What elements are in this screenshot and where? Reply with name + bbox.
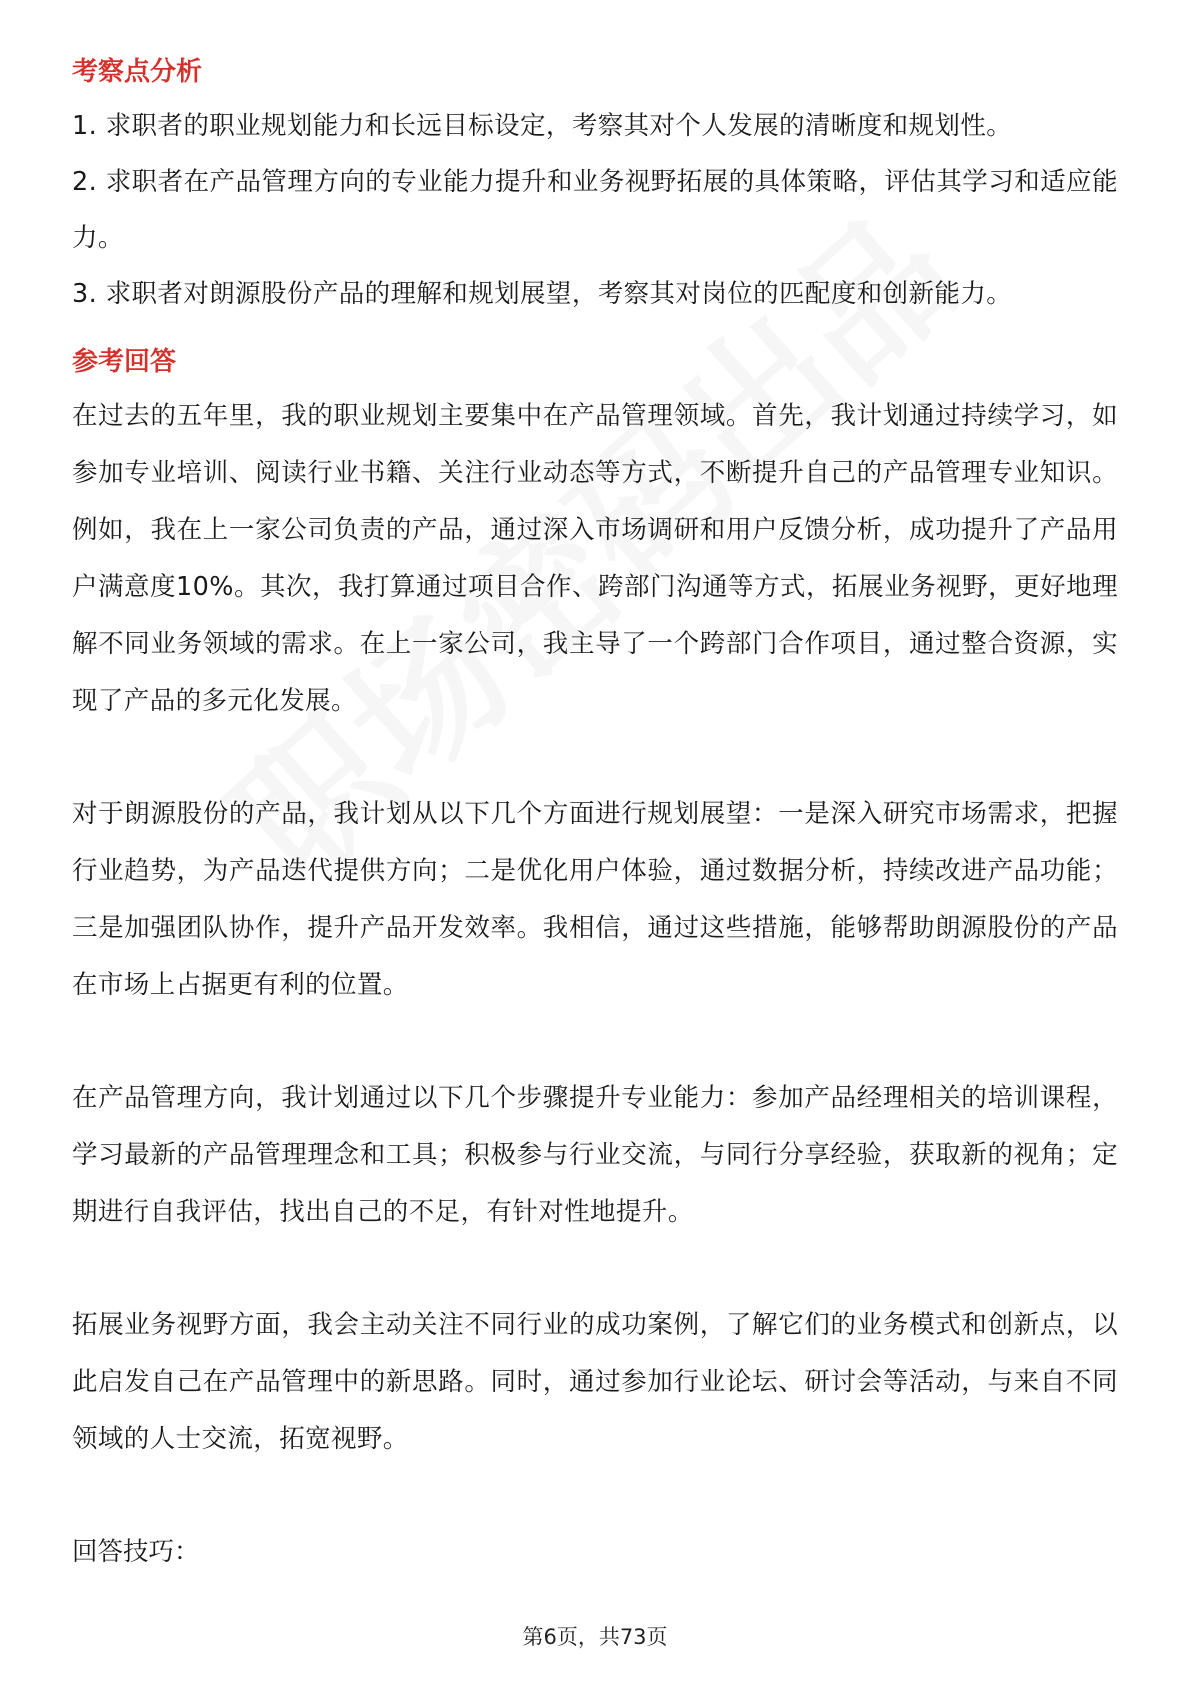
analysis-item-3: 3. 求职者对朗源股份产品的理解和规划展望，考察其对岗位的匹配度和创新能力。	[72, 279, 1013, 309]
answer-section	[72, 336, 1118, 1581]
answer-paragraph-1: 在过去的五年里，我的职业规划主要集中在产品管理领域。首先，我计划通过持续学习，如参加专业培训、阅读行业书籍、关注行业动态等方式，不断提升自己的产品管理专业知识。例如，我在上一家公司负责的产品，通过深入市场调研和用户反馈分析，成功提升了产品用户满意度10%。其次，我打算通过项目合作、跨部门沟通等方式，拓展业务视野，更好地理解不同业务领域的需求。在上一家公司，我主导了一个跨部门合作项目，通过整合资源，实现了产品的多元化发展。	[72, 401, 1118, 716]
paragraph-gap	[72, 1014, 1118, 1070]
paragraph-gap	[72, 730, 1118, 786]
answer-heading: 参考回答	[72, 347, 177, 377]
analysis-item-1: 1. 求职者的职业规划能力和长远目标设定，考察其对个人发展的清晰度和规划性。	[72, 111, 1013, 141]
answer-paragraph-4: 拓展业务视野方面，我会主动关注不同行业的成功案例，了解它们的业务模式和创新点，以此启发自己在产品管理中的新思路。同时，通过参加行业论坛、研讨会等活动，与来自不同领域的人士交流，拓宽视野。	[72, 1310, 1118, 1454]
document-page	[72, 46, 1118, 1581]
analysis-section	[72, 46, 1118, 322]
paragraph-gap	[72, 1468, 1118, 1524]
paragraph-gap	[72, 1241, 1118, 1297]
analysis-item-2: 2. 求职者在产品管理方向的专业能力提升和业务视野拓展的具体策略，评估其学习和适应能力。	[72, 167, 1118, 253]
tips-label: 回答技巧：	[72, 1537, 200, 1567]
analysis-list	[72, 98, 1118, 322]
page-number-footer: 第6页，共73页	[522, 1625, 668, 1649]
analysis-heading: 考察点分析	[72, 57, 203, 87]
answer-paragraph-3: 在产品管理方向，我计划通过以下几个步骤提升专业能力：参加产品经理相关的培训课程，学习最新的产品管理理念和工具；积极参与行业交流，与同行分享经验，获取新的视角；定期进行自我评估，找出自己的不足，有针对性地提升。	[72, 1083, 1118, 1227]
answer-paragraph-2: 对于朗源股份的产品，我计划从以下几个方面进行规划展望：一是深入研究市场需求，把握行业趋势，为产品迭代提供方向；二是优化用户体验，通过数据分析，持续改进产品功能；三是加强团队协作，提升产品开发效率。我相信，通过这些措施，能够帮助朗源股份的产品在市场上占据更有利的位置。	[72, 799, 1118, 1000]
